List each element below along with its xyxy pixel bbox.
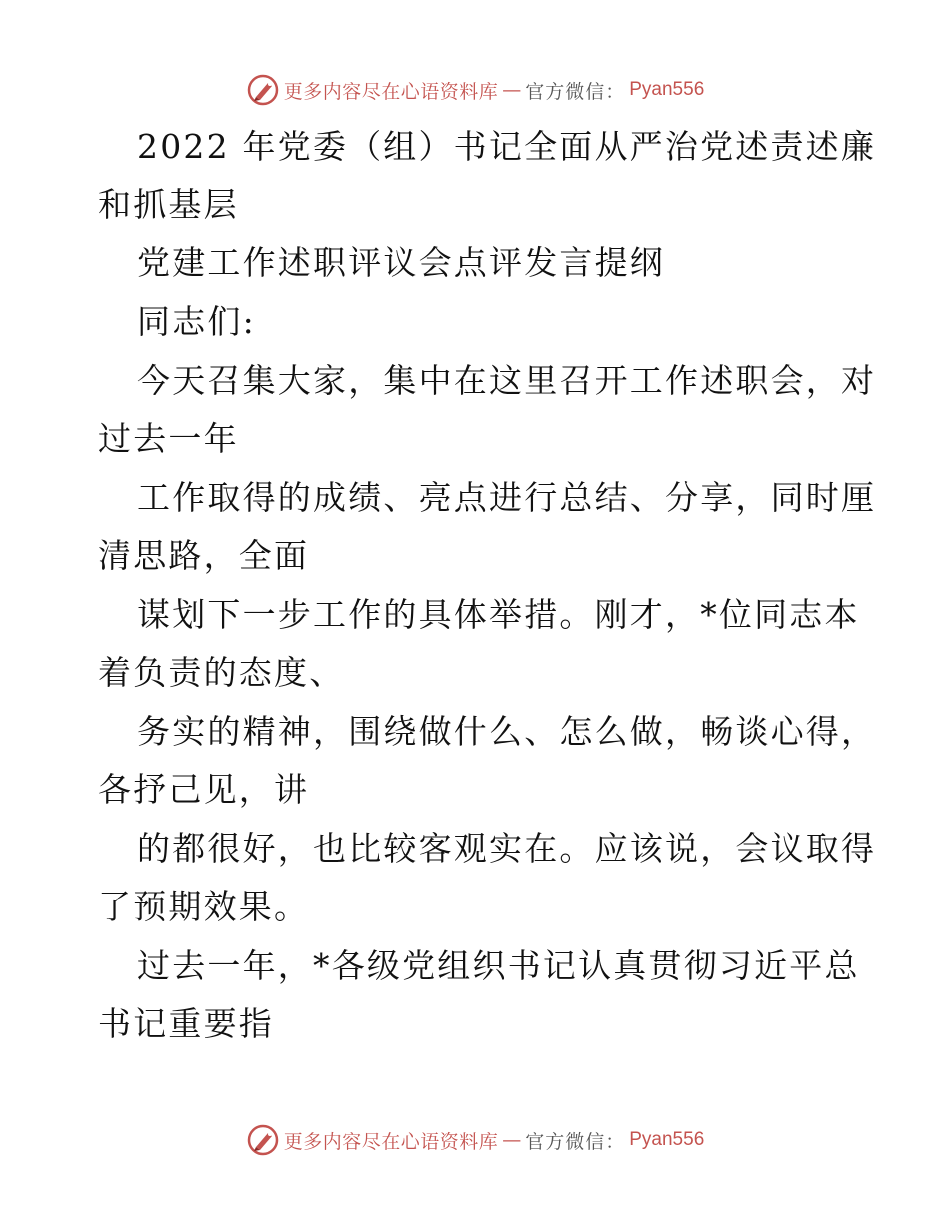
header-watermark-banner — [0, 70, 950, 110]
paragraph-line: 今天召集大家，集中在这里召开工作述职会，对 — [137, 361, 877, 400]
paragraph-line: 工作取得的成绩、亮点进行总结、分享，同时厘 — [137, 478, 877, 517]
pen-nib-logo-icon — [246, 1123, 280, 1157]
salutation-line: 同志们: — [137, 302, 256, 341]
watermark-wechat-handle: Pyan556 — [629, 1129, 705, 1150]
document-title-line-3: 党建工作述职评议会点评发言提纲 — [137, 243, 665, 282]
paragraph-line: 书记重要指 — [98, 1004, 274, 1043]
watermark-official-label: 官方微信： — [525, 80, 626, 103]
paragraph-line: 过去一年，*各级党组织书记认真贯彻习近平总 — [137, 946, 860, 985]
paragraph-line: 着负责的态度、 — [98, 653, 345, 692]
footer-watermark-banner — [0, 1120, 950, 1160]
paragraph-line: 的都很好，也比较客观实在。应该说，会议取得 — [137, 829, 877, 868]
watermark-dash: — — [502, 1129, 522, 1151]
paragraph-line: 务实的精神，围绕做什么、怎么做，畅谈心得， — [137, 712, 877, 751]
paragraph-line: 了预期效果。 — [98, 887, 310, 926]
watermark-wechat-handle: Pyan556 — [629, 79, 705, 100]
watermark-official-label: 官方微信： — [525, 1130, 626, 1153]
watermark-slogan: 更多内容尽在心语资料库 — [283, 80, 499, 103]
paragraph-line: 过去一年 — [98, 419, 239, 458]
watermark-dash: — — [502, 79, 522, 101]
document-title-line-1: 2022 年党委（组）书记全面从严治党述责述廉 — [137, 127, 877, 166]
watermark-slogan: 更多内容尽在心语资料库 — [283, 1130, 499, 1153]
paragraph-line: 清思路，全面 — [98, 536, 310, 575]
paragraph-line: 谋划下一步工作的具体举措。刚才，*位同志本 — [137, 595, 860, 634]
paragraph-line: 各抒己见，讲 — [98, 770, 310, 809]
pen-nib-logo-icon — [246, 73, 280, 107]
document-title-line-2: 和抓基层 — [98, 185, 239, 224]
